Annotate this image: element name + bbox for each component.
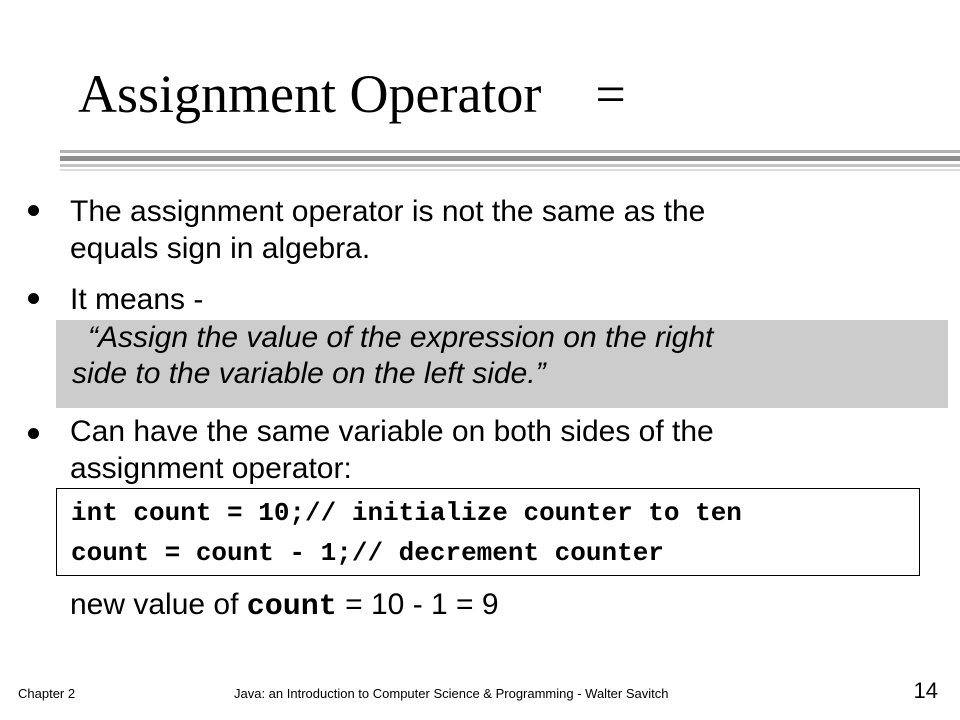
bullet-text-1 <box>70 193 705 267</box>
bullet-text-3 <box>70 413 714 487</box>
footer-chapter: Chapter 2 <box>18 686 76 701</box>
bullet-line: It means - <box>70 283 204 316</box>
footer-course: Java: an Introduction to Computer Science & Programming - Walter Savitch <box>234 686 669 701</box>
page-number: 14 <box>913 678 938 703</box>
bullet-icon <box>28 293 39 304</box>
result-code: count <box>246 590 337 624</box>
slide-title: Assignment Operator = <box>78 64 626 124</box>
bullet-text-2 <box>70 281 203 318</box>
bullet-icon <box>28 428 39 439</box>
bullet-line: assignment operator: <box>70 452 352 485</box>
code-line: int count = 10;// initialize counter to ten <box>71 498 742 528</box>
bullet-line: Can have the same variable on both sides of the <box>70 415 714 448</box>
code-line: count = count - 1;// decrement counter <box>71 538 664 568</box>
result-text <box>70 586 499 626</box>
quote-text <box>72 320 713 392</box>
quote-line: “Assign the value of the expression on the right <box>88 321 714 354</box>
bullet-icon <box>28 205 39 216</box>
bullet-line: The assignment operator is not the same as the <box>70 195 706 228</box>
code-block <box>56 488 920 576</box>
result-suffix: = 10 - 1 = 9 <box>336 588 499 621</box>
title-divider <box>60 150 960 172</box>
quote-line: side to the variable on the left side.” <box>72 357 546 390</box>
bullet-line: equals sign in algebra. <box>70 232 371 265</box>
result-prefix: new value of <box>70 588 247 621</box>
